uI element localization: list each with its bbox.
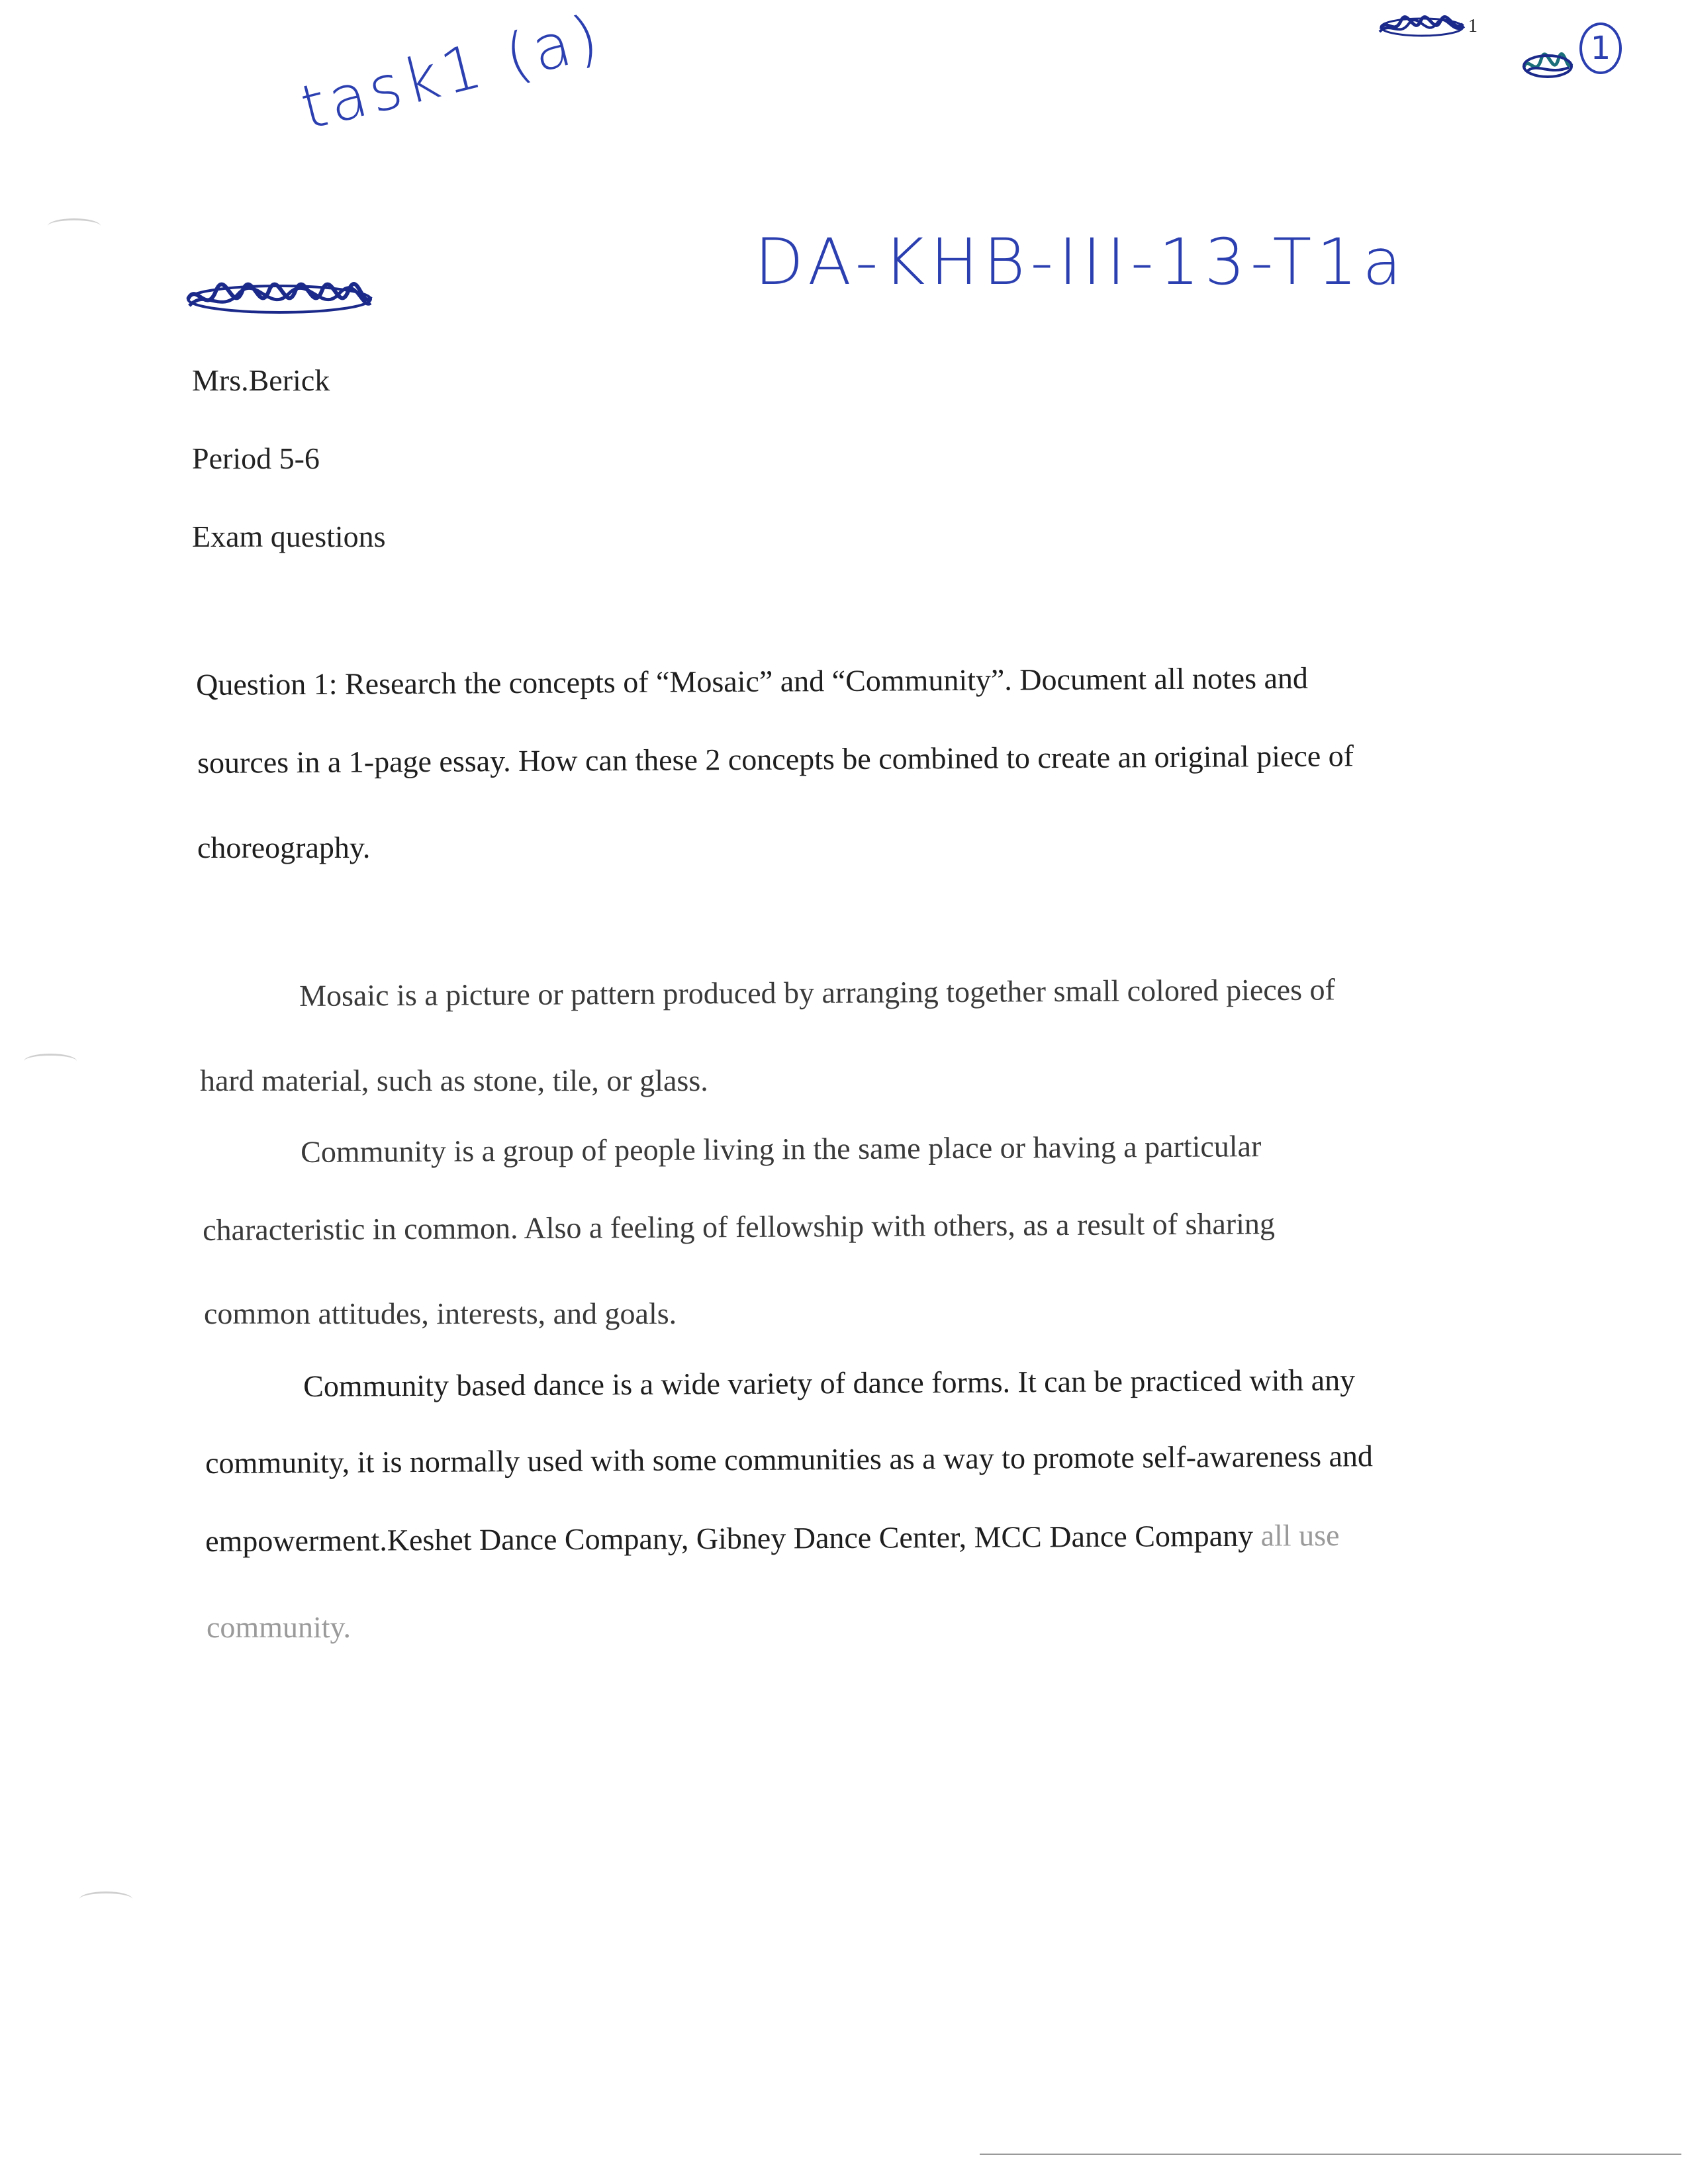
redacted-student-name [183,277,375,320]
punch-hole-top [48,218,101,234]
answer-community-line: characteristic in common. Also a feeling of fellowship with others, as a result of sharing [203,1206,1276,1247]
answer-mosaic-line: hard material, such as stone, tile, or glass. [200,1064,708,1097]
teacher-name: Mrs.Berick [192,363,330,397]
handwritten-code-label: DA-KHB-III-13-T1a [755,225,1407,299]
class-period: Period 5-6 [192,441,320,475]
answer-mosaic-line: Mosaic is a picture or pattern produced by arranging together small colored pieces of [299,972,1336,1013]
question-line: Question 1: Research the concepts of “Mosaic” and “Community”. Document all notes and [196,660,1309,702]
assignment-title: Exam questions [192,520,386,553]
answer-dance-text: empowerment.Keshet Dance Company, Gibney Dance Center, MCC Dance Company [205,1518,1254,1558]
bottom-scan-edge [980,2154,1681,2155]
answer-dance-last-line: community. [207,1610,352,1644]
punch-hole-middle [24,1054,77,1069]
redaction-scribble-initials [1520,49,1574,82]
answer-community-line: common attitudes, interests, and goals. [204,1297,677,1330]
answer-dance-text-faded: all use [1252,1518,1340,1553]
answer-community-line: Community is a group of people living in the same place or having a particular [301,1129,1262,1169]
circled-number: 1 [1579,23,1622,74]
handwritten-task-label: task1 (a) [294,1,609,144]
question-line: sources in a 1-page essay. How can these 2 concepts be combined to create an original piece of [197,739,1354,780]
answer-dance-line: Community based dance is a wide variety of dance forms. It can be practiced with any [303,1363,1356,1403]
punch-hole-bottom [79,1891,132,1907]
redaction-scribble-header [1377,13,1467,40]
answer-dance-line [205,1518,1340,1559]
answer-dance-line: community, it is normally used with some communities as a way to promote self-awareness and [205,1439,1374,1480]
question-line: choreography. [197,831,371,864]
page-number: 1 [1468,16,1477,36]
